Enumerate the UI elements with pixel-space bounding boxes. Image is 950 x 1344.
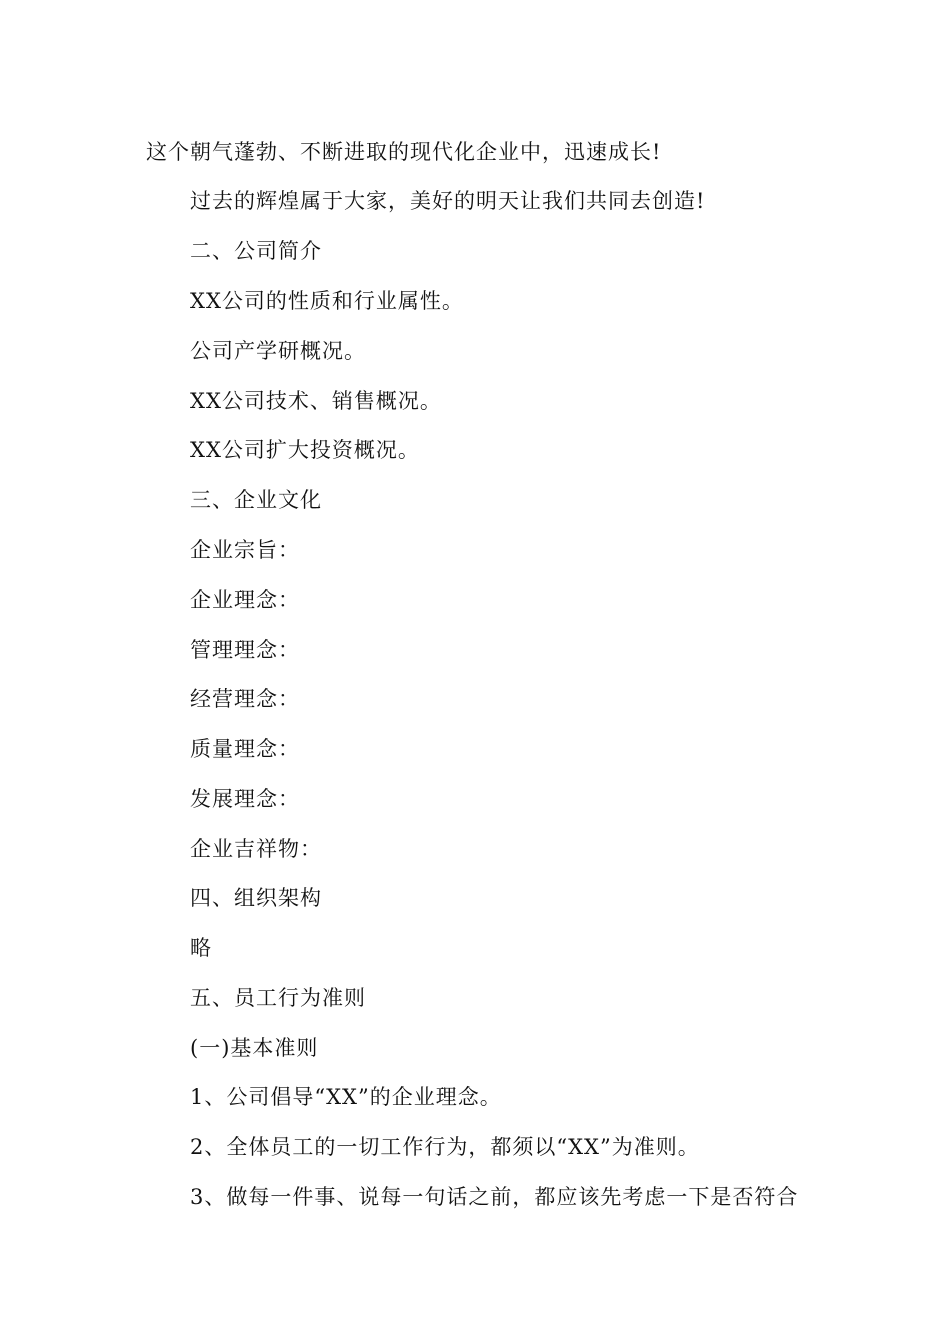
paragraph: 管理理念： xyxy=(190,638,300,662)
section-heading-org-structure: 四、组织架构 xyxy=(190,886,322,910)
paragraph-continuation: 这个朝气蓬勃、不断进取的现代化企业中，迅速成长! xyxy=(146,140,662,164)
paragraph: 发展理念： xyxy=(190,787,300,811)
list-item: 3、做每一件事、说每一句话之前，都应该先考虑一下是否符合 xyxy=(190,1185,799,1209)
list-item: 1、公司倡导“XX”的企业理念。 xyxy=(190,1085,502,1109)
paragraph: 经营理念： xyxy=(190,687,300,711)
paragraph: XX公司的性质和行业属性。 xyxy=(190,289,464,313)
paragraph: 企业吉祥物： xyxy=(190,837,322,861)
section-heading-company-profile: 二、公司简介 xyxy=(190,239,322,263)
paragraph: XX公司扩大投资概况。 xyxy=(190,438,420,462)
subsection-heading-basic-rules: (一)基本准则 xyxy=(190,1036,319,1060)
list-item: 2、全体员工的一切工作行为，都须以“XX”为准则。 xyxy=(190,1135,700,1159)
paragraph: 质量理念： xyxy=(190,737,300,761)
paragraph: 公司产学研概况。 xyxy=(190,339,366,363)
paragraph: 企业宗旨： xyxy=(190,538,300,562)
paragraph: 企业理念： xyxy=(190,588,300,612)
section-heading-corporate-culture: 三、企业文化 xyxy=(190,488,322,512)
paragraph: XX公司技术、销售概况。 xyxy=(190,389,442,413)
section-heading-employee-conduct: 五、员工行为准则 xyxy=(190,986,366,1010)
paragraph: 略 xyxy=(190,936,212,960)
paragraph-closing: 过去的辉煌属于大家，美好的明天让我们共同去创造! xyxy=(190,189,706,213)
